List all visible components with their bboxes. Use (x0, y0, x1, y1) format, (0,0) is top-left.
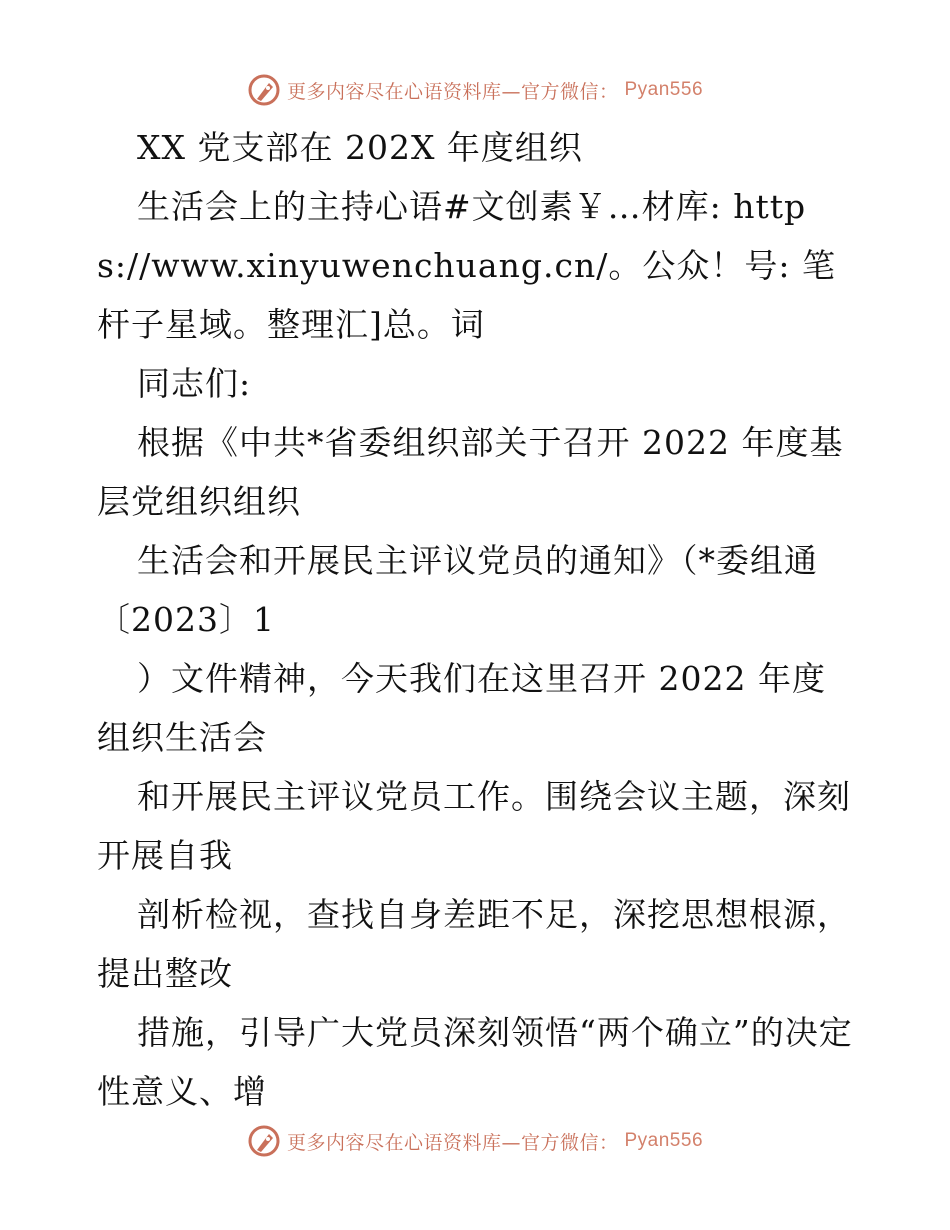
footer-wechat-id: Pyan556 (624, 1130, 704, 1151)
document-paragraph: 剖析检视，查找自身差距不足，深挖思想根源，提出整改 (97, 895, 851, 993)
footer-banner (0, 1121, 950, 1161)
document-paragraph: 生活会上的主持心语#文创素￥…材库: https://www.xinyuwenchuang.cn/。公众！号: 笔杆子星域。整理汇]总。词 (97, 187, 836, 344)
document-paragraph: 措施，引导广大党员深刻领悟“两个确立”的决定性意义、增 (97, 1013, 853, 1111)
document-paragraph: 同志们: (137, 364, 252, 403)
pen-nib-logo-icon (247, 1124, 281, 1158)
footer-banner-content (247, 1124, 703, 1158)
header-banner-text: 更多内容尽在心语资料库—官方微信： (286, 80, 619, 103)
document-paragraph: ）文件精神，今天我们在这里召开 2022 年度组织生活会 (97, 659, 826, 757)
document-paragraph: 生活会和开展民主评议党员的通知》（*委组通〔2023〕1 (97, 541, 818, 639)
pen-nib-logo-icon (247, 73, 281, 107)
document-body (97, 118, 857, 1121)
document-paragraph: 和开展民主评议党员工作。围绕会议主题，深刻开展自我 (97, 777, 851, 875)
header-wechat-id: Pyan556 (624, 79, 704, 100)
document-paragraph: XX 党支部在 202X 年度组织 (137, 128, 583, 167)
header-banner-content (247, 73, 703, 107)
document-paragraph: 根据《中共*省委组织部关于召开 2022 年度基层党组织组织 (97, 423, 844, 521)
footer-banner-text: 更多内容尽在心语资料库—官方微信： (286, 1131, 619, 1154)
header-banner (0, 70, 950, 110)
